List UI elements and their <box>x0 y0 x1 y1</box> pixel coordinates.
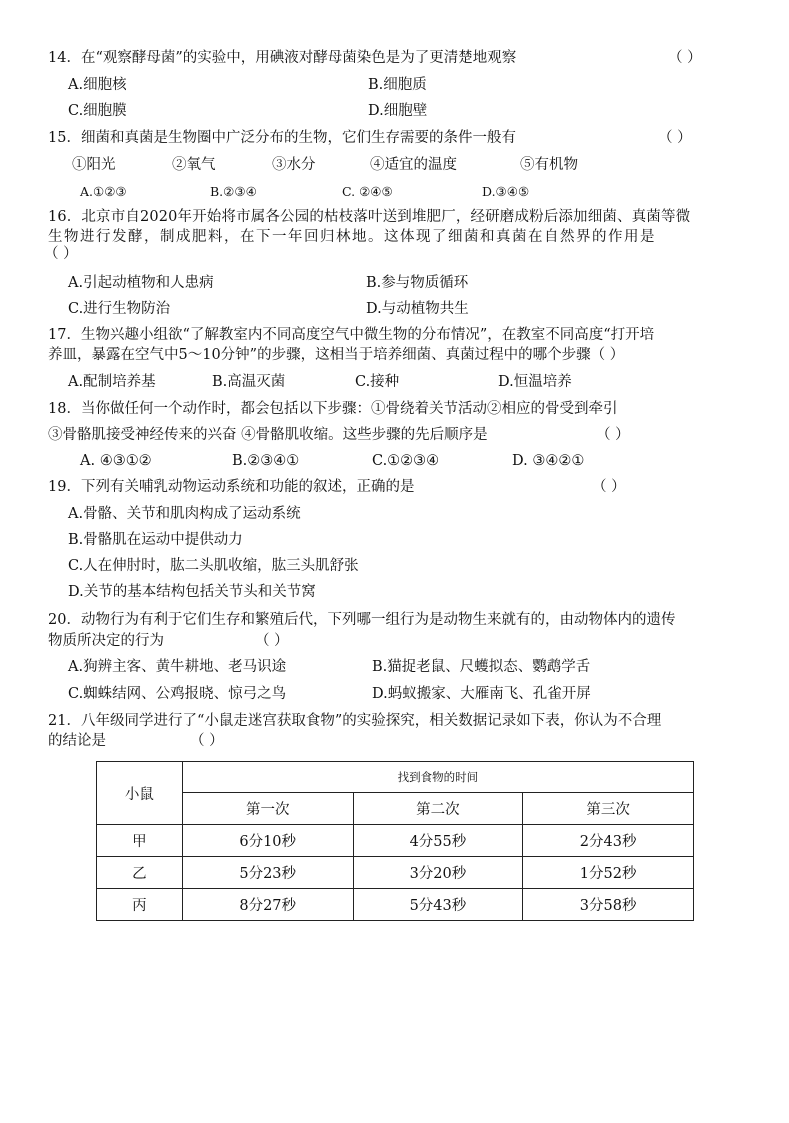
q17-option-a: A.配制培养基 <box>68 374 156 390</box>
q18-stem-line1: 18．当你做任何一个动作时，都会包括以下步骤：①骨绕着关节活动②相应的骨受到牵引 <box>48 401 618 417</box>
q20-option-b: B.猫捉老鼠、尺蠖拟态、鹦鹉学舌 <box>372 659 591 675</box>
q15-item-2: ②氧气 <box>172 157 216 173</box>
q15-answer-paren: （ ） <box>658 130 692 146</box>
q16-option-c: C.进行生物防治 <box>68 301 171 317</box>
q20-option-c: C.蜘蛛结网、公鸡报晓、惊弓之鸟 <box>68 686 287 702</box>
q21-stem-line1: 21．八年级同学进行了“小鼠走迷宫获取食物”的实验探究，相关数据记录如下表，你认为不合理 <box>48 713 662 729</box>
mouse-name-cell: 丙 <box>97 889 183 921</box>
q14-option-b: B.细胞质 <box>368 77 427 93</box>
q16-answer-paren: （ ） <box>44 246 78 262</box>
q19-option-d: D.关节的基本结构包括关节头和关节窝 <box>68 584 316 600</box>
q19-option-a: A.骨骼、关节和肌肉构成了运动系统 <box>68 506 301 522</box>
q17-option-b: B.高温灭菌 <box>212 374 286 390</box>
time-cell: 5分23秒 <box>182 857 353 889</box>
time-cell: 4分55秒 <box>353 825 523 857</box>
time-cell: 3分58秒 <box>523 889 694 921</box>
q21-stem-line2: 的结论是 <box>48 733 106 749</box>
row-header-cell: 小鼠 <box>97 762 183 825</box>
q17-option-d: D.恒温培养 <box>498 374 572 390</box>
q17-option-c: C.接种 <box>355 374 400 390</box>
q14-option-c: C.细胞膜 <box>68 103 127 119</box>
q14-stem: 14．在“观察酵母菌”的实验中，用碘液对酵母菌染色是为了更清楚地观察 <box>48 50 517 66</box>
q17-stem-line1: 17．生物兴趣小组欲“了解教室内不同高度空气中微生物的分布情况”，在教室不同高度“打开培 <box>48 327 655 343</box>
q18-option-a: A. ④③①② <box>80 453 152 469</box>
q15-item-3: ③水分 <box>272 157 316 173</box>
column-header: 第二次 <box>353 793 523 825</box>
time-cell: 1分52秒 <box>523 857 694 889</box>
q20-stem-line2: 物质所决定的行为 <box>48 633 164 649</box>
q19-option-b: B.骨骼肌在运动中提供动力 <box>68 532 243 548</box>
q14-option-d: D.细胞壁 <box>368 103 428 119</box>
q20-answer-paren: （ ） <box>255 633 289 649</box>
q16-stem-line2: 生物进行发酵，制成肥料，在下一年回归林地。这体现了细菌和真菌在自然界的作用是 <box>48 229 656 245</box>
q15-item-1: ①阳光 <box>72 157 116 173</box>
q15-option-b: B.②③④ <box>210 184 257 199</box>
q18-option-c: C.①②③④ <box>372 453 440 469</box>
column-header: 第一次 <box>182 793 353 825</box>
q20-stem-line1: 20．动物行为有利于它们生存和繁殖后代，下列哪一组行为是动物生来就有的，由动物体内的遗传 <box>48 612 676 628</box>
time-cell: 6分10秒 <box>182 825 353 857</box>
table-row <box>97 825 694 857</box>
q19-option-c: C.人在伸肘时，肱二头肌收缩，肱三头肌舒张 <box>68 558 359 574</box>
q14-answer-paren: （ ） <box>668 50 702 66</box>
time-cell: 5分43秒 <box>353 889 523 921</box>
q21-answer-paren: （ ） <box>190 733 224 749</box>
time-cell: 2分43秒 <box>523 825 694 857</box>
q18-answer-paren: （ ） <box>596 427 630 443</box>
time-cell: 8分27秒 <box>182 889 353 921</box>
q18-option-b: B.②③④① <box>232 453 300 469</box>
q20-option-d: D.蚂蚁搬家、大雁南飞、孔雀开屏 <box>372 686 591 702</box>
column-header: 第三次 <box>523 793 694 825</box>
q15-stem: 15．细菌和真菌是生物圈中广泛分布的生物，它们生存需要的条件一般有 <box>48 130 516 146</box>
q16-option-a: A.引起动植物和人患病 <box>68 275 214 291</box>
q16-option-b: B.参与物质循环 <box>366 275 469 291</box>
table-header-row <box>97 762 694 793</box>
group-header-cell: 找到食物的时间 <box>182 762 693 793</box>
q16-option-d: D.与动植物共生 <box>366 301 469 317</box>
q15-item-4: ④适宜的温度 <box>370 157 457 173</box>
q14-option-a: A.细胞核 <box>68 77 127 93</box>
table-subheader-row <box>97 793 694 825</box>
q20-option-a: A.狗辨主客、黄牛耕地、老马识途 <box>68 659 287 675</box>
q15-option-c: C. ②④⑤ <box>342 184 393 199</box>
table-row <box>97 889 694 921</box>
q15-option-d: D.③④⑤ <box>482 184 530 199</box>
q16-stem-line1: 16．北京市自2020年开始将市属各公园的枯枝落叶送到堆肥厂，经研磨成粉后添加细菌、真菌等微 <box>48 209 691 225</box>
mouse-name-cell: 甲 <box>97 825 183 857</box>
mouse-name-cell: 乙 <box>97 857 183 889</box>
time-cell: 3分20秒 <box>353 857 523 889</box>
q15-item-5: ⑤有机物 <box>520 157 578 173</box>
q15-option-a: A.①②③ <box>80 184 127 199</box>
mouse-maze-table <box>96 761 694 921</box>
q18-stem-line2: ③骨骼肌接受神经传来的兴奋 ④骨骼肌收缩。这些步骤的先后顺序是 <box>48 427 488 443</box>
q17-stem-line2: 养皿，暴露在空气中5～10分钟”的步骤，这相当于培养细菌、真菌过程中的哪个步骤（ ） <box>48 347 625 363</box>
q19-stem: 19．下列有关哺乳动物运动系统和功能的叙述，正确的是 <box>48 479 415 495</box>
q19-answer-paren: （ ） <box>592 479 626 495</box>
table-row <box>97 857 694 889</box>
q18-option-d: D. ③④②① <box>512 453 585 469</box>
